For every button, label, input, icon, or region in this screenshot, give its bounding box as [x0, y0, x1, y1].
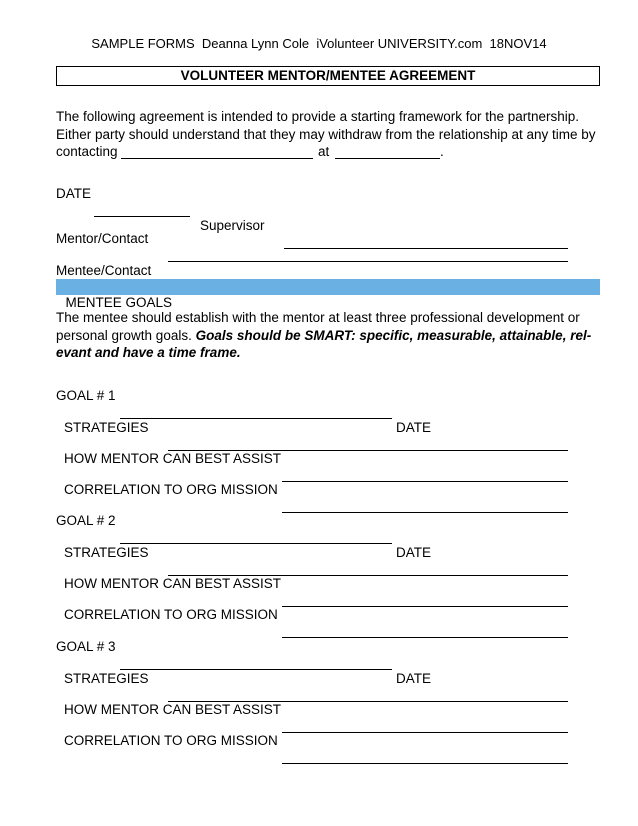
contacting-label: contacting: [56, 144, 118, 159]
mentor-assist-label: HOW MENTOR CAN BEST ASSIST: [64, 451, 282, 466]
goals-intro-line-2: [56, 327, 606, 345]
org-mission-label: CORRELATION TO ORG MISSION: [64, 482, 278, 497]
goal-block-1: [0, 372, 638, 497]
mentee-contact-row: [56, 247, 576, 278]
mentor-contact-label: Mentor/Contact: [56, 231, 149, 246]
org-mission-label: CORRELATION TO ORG MISSION: [64, 607, 278, 622]
at-label: at: [318, 144, 330, 159]
goals-intro-line-1: The mentee should establish with the mentor at least three professional development or: [56, 310, 580, 325]
goal-label: GOAL # 3: [56, 639, 116, 654]
smart-emphasis: Goals should be SMART: specific, measurable, attainable, rel-: [195, 327, 592, 343]
mentee-goals-heading: [56, 279, 600, 310]
goals-intro-paragraph: [56, 309, 606, 362]
goal-label: GOAL # 1: [56, 388, 116, 403]
strategies-label: STRATEGIES: [64, 545, 149, 560]
org-mission-row: [64, 591, 576, 622]
mentor-assist-row: [64, 560, 576, 591]
page-header: SAMPLE FORMS Deanna Lynn Cole iVolunteer UNIVERSITY.com 18NOV14: [91, 36, 547, 51]
intro-line-1: The following agreement is intended to provide a starting framework for the partnership.: [56, 109, 580, 124]
goals-intro-line-3: evant and have a time frame.: [56, 345, 241, 360]
mentor-assist-label: HOW MENTOR CAN BEST ASSIST: [64, 702, 282, 717]
date-supervisor-row: [56, 170, 576, 233]
goal-date-label: DATE: [396, 671, 432, 686]
org-mission-label: CORRELATION TO ORG MISSION: [64, 733, 278, 748]
mentor-assist-label: HOW MENTOR CAN BEST ASSIST: [64, 576, 282, 591]
period: .: [440, 144, 444, 159]
date-label: DATE: [56, 186, 92, 201]
contacting-name-blank[interactable]: [121, 144, 313, 159]
mentee-goals-heading-text: MENTEE GOALS: [65, 295, 173, 310]
goal-label: GOAL # 2: [56, 513, 116, 528]
contacting-info-blank[interactable]: [335, 144, 440, 159]
mentor-contact-row: [56, 215, 576, 246]
supervisor-label: Supervisor: [200, 218, 265, 233]
goals-intro-plain: personal growth goals.: [56, 327, 196, 343]
mentor-assist-row: [64, 435, 576, 466]
strategies-label: STRATEGIES: [64, 671, 149, 686]
intro-paragraph: [56, 108, 606, 161]
goal-block-2: [0, 497, 638, 622]
org-mission-blank[interactable]: [282, 749, 568, 764]
org-mission-row: [64, 717, 576, 748]
goal-block-3: [0, 623, 638, 748]
form-title: VOLUNTEER MENTOR/MENTEE AGREEMENT: [56, 66, 600, 86]
org-mission-row: [64, 466, 576, 497]
intro-line-2: Either party should understand that they may withdraw from the relationship at any time by: [56, 126, 596, 142]
strategies-label: STRATEGIES: [64, 420, 149, 435]
mentee-contact-label: Mentee/Contact: [56, 263, 152, 278]
goal-date-label: DATE: [396, 420, 432, 435]
intro-line-3: [56, 143, 606, 161]
mentor-assist-row: [64, 686, 576, 717]
goal-date-label: DATE: [396, 545, 432, 560]
